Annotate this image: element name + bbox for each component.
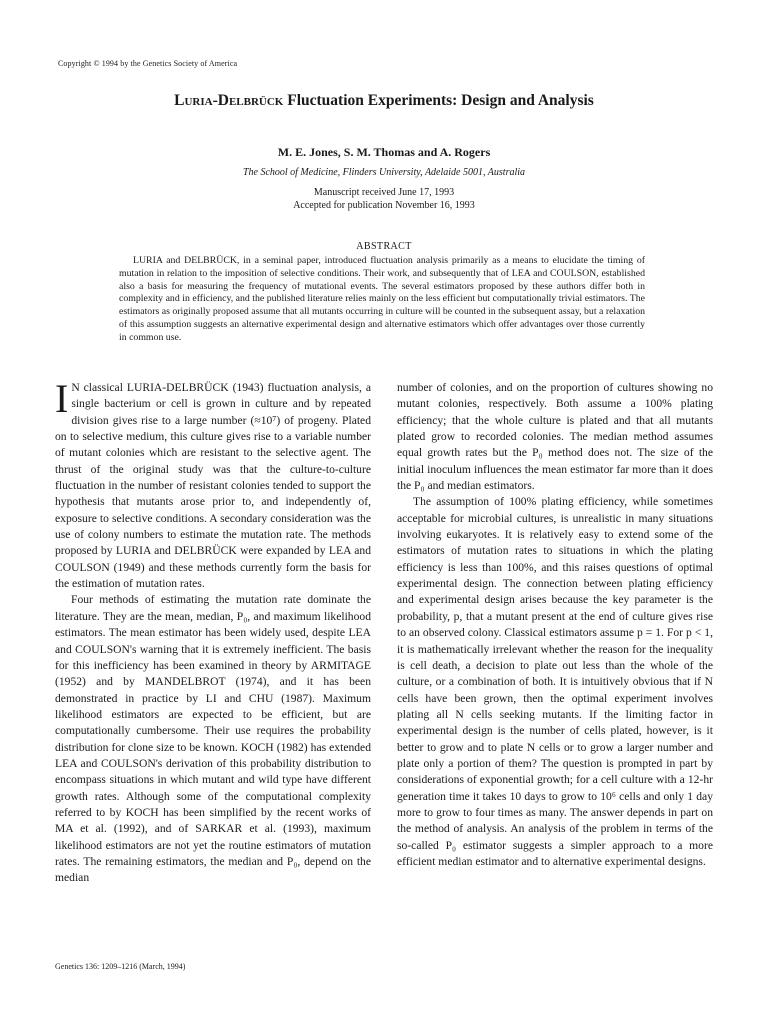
right-column (397, 380, 713, 870)
intro-paragraph-1 (55, 376, 371, 592)
abstract-text: LURIA and DELBRÜCK, in a seminal paper, introduced fluctuation analysis primarily as a means to elucidate the timing of mutation in relation to the imposition of selective conditions. Their work, and subsequently that of LEA and COULSON, established also a basis for measuring the frequency of mutational events. The several estimators proposed by these authors differ both in complexity and in efficiency, and the published literature relies mainly on the less efficient but computationally trivial estimators. The estimators as originally proposed assume that all mutants occurring in culture will be counted in the subsequent assay, but a relaxation of this assumption suggests an alternative experimental design and alternative estimators which offer advantages over those currently in common use. (119, 255, 645, 343)
left-column (55, 376, 371, 887)
intro-paragraph-3: number of colonies, and on the proportion of cultures showing no mutant colonies, respectively. Both assume a 100% plating efficiency; that the whole culture is plated and that all mutants plated grow to recorded colonies. The median method assumes equal growth rates but the P₀ method does not. The size of the initial inoculum influences the mean estimator far more than it does the P₀ and median estimators. (397, 381, 713, 493)
intro-paragraph-1-text: N classical LURIA-DELBRÜCK (1943) fluctuation analysis, a single bacterium or cell is grown in culture and by repeated division gives rise to a large number (≈10⁷) of progeny. Plated on to selective medium, this culture gives rise to a variable number of mutant colonies which are resistant to the selective agent. The thrust of the original study was that the culture-to-culture fluctuation in the number of resistant colonies tended to support the hypothesis that mutants arose prior to, and independently of, exposure to selective conditions. A secondary consideration was the use of colony numbers to estimate the mutation rate. The methods proposed by LURIA and DELBRÜCK were expanded by LEA and COULSON (1949) and these methods currently form the basis for the estimation of mutation rates. (55, 381, 371, 591)
received-date: Manuscript received June 17, 1993 (313, 187, 455, 198)
paper-title (0, 92, 768, 110)
title-sc-part: Luria-Delbrück (174, 92, 284, 109)
intro-paragraph-2: Four methods of estimating the mutation rate dominate the literature. They are the mean, median, P₀, and maximum likelihood estimators. The mean estimator has been widely used, despite LEA and COULSON's warning that it is extremely inefficient. The basis for this inefficiency has been examined in theory by ARMITAGE (1952) and by MANDELBROT (1974), and it has been demonstrated in practice by LI and CHU (1987). Maximum likelihood estimators are expected to be efficient, but are computationally cumbersome. Their use requires the probability distribution for clone size to be known. KOCH (1982) has extended LEA and COULSON's derivation of this probability distribution to encompass situations in which mutant and wild type have different growth rates. Although some of the computational complexity referred to by KOCH has been simplified by the recent works of MA et al. (1992), and of SARKAR et al. (1993), maximum likelihood estimators are not yet the routine estimators of mutation rates. The remaining estimators, the median and P₀, depend on the median (55, 593, 371, 885)
accepted-date: Accepted for publication November 16, 1993 (293, 200, 475, 211)
affiliation: The School of Medicine, Flinders University, Adelaide 5001, Australia (242, 167, 526, 178)
authors: M. E. Jones, S. M. Thomas and A. Rogers (277, 145, 491, 159)
drop-cap: I (55, 376, 69, 421)
journal-footer: Genetics 136: 1209–1216 (March, 1994) (55, 962, 186, 971)
abstract-heading: ABSTRACT (356, 241, 412, 252)
title-rest: Fluctuation Experiments: Design and Analysis (283, 92, 594, 109)
intro-paragraph-4: The assumption of 100% plating efficiency, while sometimes acceptable for microbial cultures, is unrealistic in many situations involving eukaryotes. It is relatively easy to extend some of the estimators of mutation rates to situations in which the plating efficiency is less than 100%, and this raises questions of optimal experimental design. The connection between plating efficiency and experimental design arises because the key parameter is the probability, p, that a mutant present at the end of culture gives rise to an observed colony. Classical estimators assume p = 1. For p < 1, it is mathematically irrelevant whether the reason for the inequality is cell death, a decision to plate out less than the whole of the culture, or a combination of both. It is intuitively obvious that if N cells have been grown, then the optimal experiment involves plating all N cells seeking mutants. If the limiting factor in experimental design is the number of cells plated, however, is it better to grow and to plate N cells or to grow a larger number and plate only a portion of them? The question is prompted in part by considerations of exponential growth; for a cell culture with a 12-hr generation time it takes 10 days to grow to 10⁶ cells and only 1 day more to grow to four times as many. The answer depends in part on the method of analysis. An analysis of the problem in terms of the so-called P₀ estimator suggests a simpler approach to a more efficient median estimator and to alternative experimental designs. (397, 495, 713, 868)
copyright-notice: Copyright © 1994 by the Genetics Society of America (58, 59, 238, 68)
manuscript-dates (0, 186, 768, 212)
